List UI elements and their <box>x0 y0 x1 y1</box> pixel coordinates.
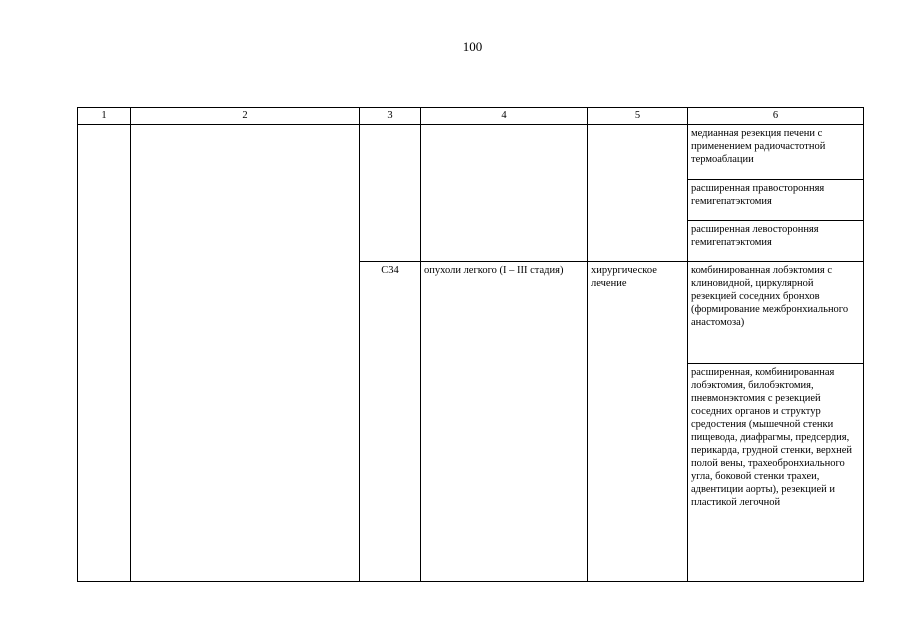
table-cell-col4 <box>421 125 588 262</box>
table-cell-method: расширенная, комбинированная лобэктомия, билобэктомия, пневмонэктомия с резекцией соседних органов и структур средостения (мышечной стенки пищевода, диафрагмы, предсердия, перикарда, грудной стенки, верхней полой вены, трахеобронхиального угла, боковой стенки трахеи, адвентиции аорты), резекцией и пластикой легочной <box>688 364 864 582</box>
column-header-4: 4 <box>421 108 588 125</box>
table-cell-code: C34 <box>360 262 421 582</box>
column-header-1: 1 <box>78 108 131 125</box>
table-row <box>78 125 864 180</box>
column-header-3: 3 <box>360 108 421 125</box>
column-header-2: 2 <box>131 108 360 125</box>
page-number: 100 <box>462 39 483 54</box>
column-header-6: 6 <box>688 108 864 125</box>
table-cell-method: расширенная левосторонняя гемигепатэктомия <box>688 221 864 262</box>
table-cell-diagnosis: опухоли легкого (I – III стадия) <box>421 262 588 582</box>
column-header-5: 5 <box>588 108 688 125</box>
table-cell-col1 <box>78 125 131 582</box>
table-cell-treatment: хирургическое лечение <box>588 262 688 582</box>
table-cell-method: комбинированная лобэктомия с клиновидной, циркулярной резекцией соседних бронхов (формирование межбронхиального анастомоза) <box>688 262 864 364</box>
table-cell-method: медианная резекция печени с применением радиочастотной термоаблации <box>688 125 864 180</box>
medical-procedures-table <box>77 107 864 582</box>
table-cell-col2 <box>131 125 360 582</box>
table-cell-col5 <box>588 125 688 262</box>
table-cell-col3 <box>360 125 421 262</box>
table-header-row <box>78 108 864 125</box>
table-cell-method: расширенная правосторонняя гемигепатэктомия <box>688 180 864 221</box>
